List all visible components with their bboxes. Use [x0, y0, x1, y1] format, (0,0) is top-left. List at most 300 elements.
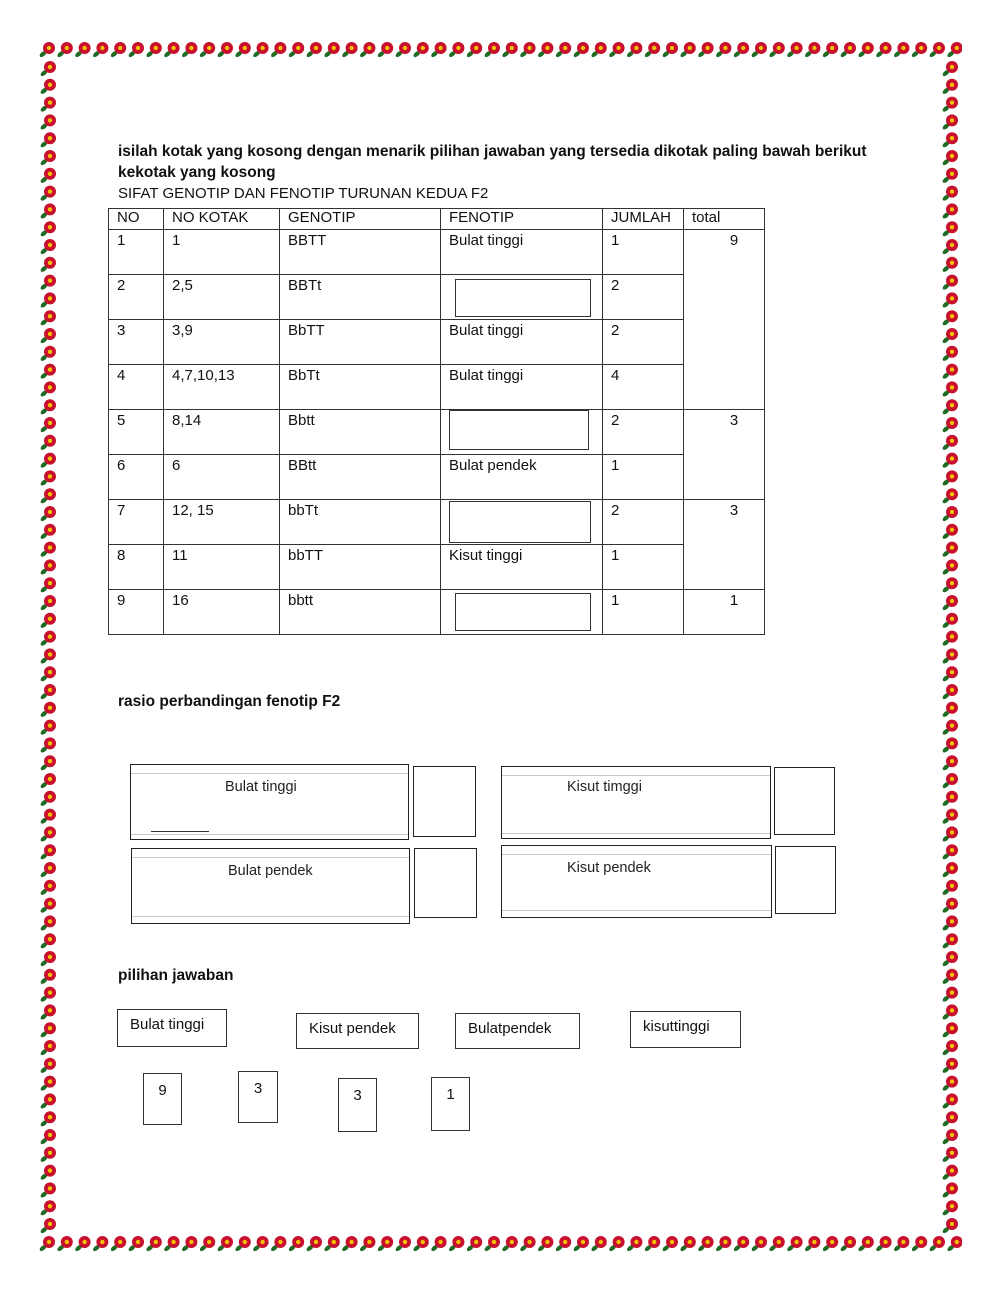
flower-icon [942, 97, 958, 113]
flower-icon [590, 1236, 606, 1252]
flower-icon [942, 203, 958, 219]
cell-no: 8 [109, 545, 164, 590]
flower-icon [341, 42, 357, 58]
cell-total: 1 [684, 590, 765, 635]
table-row [109, 365, 765, 410]
header-genotip: GENOTIP [280, 209, 441, 230]
flower-icon [40, 951, 56, 967]
drop-target-fenotip-row9[interactable] [455, 593, 591, 631]
flower-icon [942, 292, 958, 308]
cell-no: 5 [109, 410, 164, 455]
flower-icon [40, 1022, 56, 1038]
flower-icon [942, 239, 958, 255]
flower-icon [40, 791, 56, 807]
flower-icon [40, 79, 56, 95]
flower-icon [252, 1236, 268, 1252]
flower-icon [537, 1236, 553, 1252]
flower-icon [942, 773, 958, 789]
cell-jumlah: 2 [603, 410, 684, 455]
flower-icon [626, 42, 642, 58]
flower-icon [942, 542, 958, 558]
flower-icon [40, 364, 56, 380]
flower-icon [942, 186, 958, 202]
flower-icon [74, 42, 90, 58]
flower-icon [942, 987, 958, 1003]
table-row [109, 545, 765, 590]
flower-icon [840, 1236, 856, 1252]
flower-icon [40, 969, 56, 985]
flower-icon [786, 42, 802, 58]
flower-icon [40, 613, 56, 629]
ratio-label: Bulat tinggi [225, 779, 297, 795]
flower-icon [715, 42, 731, 58]
flower-icon [40, 1129, 56, 1145]
flower-icon [40, 203, 56, 219]
flower-icon [40, 559, 56, 575]
flower-icon [942, 1200, 958, 1216]
choice-kisuttinggi[interactable]: kisuttinggi [630, 1011, 741, 1048]
ratio-box-bulat-tinggi [130, 764, 409, 840]
ratio-answer-kisut-tinggi[interactable] [774, 767, 835, 835]
flower-icon [519, 42, 535, 58]
flower-icon [306, 1236, 322, 1252]
flower-icon [448, 42, 464, 58]
flower-icon [662, 42, 678, 58]
flower-icon [40, 328, 56, 344]
flower-icon [395, 42, 411, 58]
flower-icon [40, 1165, 56, 1181]
flower-icon [40, 542, 56, 558]
cell-jumlah: 2 [603, 275, 684, 320]
flower-icon [40, 915, 56, 931]
flower-icon [40, 346, 56, 362]
flower-icon [377, 42, 393, 58]
cell-no: 3 [109, 320, 164, 365]
choice-bulat-tinggi[interactable]: Bulat tinggi [117, 1009, 227, 1047]
flower-icon [644, 1236, 660, 1252]
choice-kisut-pendek[interactable]: Kisut pendek [296, 1013, 419, 1049]
flower-icon [804, 42, 820, 58]
flower-icon [942, 1093, 958, 1109]
cell-fenotip-blank [441, 410, 603, 455]
flower-icon [40, 488, 56, 504]
flower-icon [697, 42, 713, 58]
flower-icon [484, 42, 500, 58]
flower-icon [875, 42, 891, 58]
flower-icon [40, 417, 56, 433]
flower-icon [40, 826, 56, 842]
cell-fenotip: Bulat tinggi [441, 230, 603, 275]
cell-kotak: 11 [164, 545, 280, 590]
flower-icon [40, 702, 56, 718]
cell-fenotip: Bulat pendek [441, 455, 603, 500]
flower-icon [942, 862, 958, 878]
drop-target-fenotip-row5[interactable] [449, 410, 589, 450]
flower-icon [942, 969, 958, 985]
ratio-title: rasio perbandingan fenotip F2 [118, 693, 341, 710]
choice-bulatpendek[interactable]: Bulatpendek [455, 1013, 580, 1049]
cell-kotak: 8,14 [164, 410, 280, 455]
flower-icon [857, 42, 873, 58]
table-row [109, 230, 765, 275]
cell-genotip: BbTt [280, 365, 441, 410]
cell-jumlah: 1 [603, 230, 684, 275]
cell-kotak: 3,9 [164, 320, 280, 365]
flower-icon [199, 1236, 215, 1252]
flower-icon [537, 42, 553, 58]
flower-icon [217, 42, 233, 58]
genotype-table [108, 208, 765, 635]
flower-icon [715, 1236, 731, 1252]
flower-icon [942, 1182, 958, 1198]
flower-icon [40, 1200, 56, 1216]
flower-icon [942, 524, 958, 540]
flower-icon [40, 310, 56, 326]
flower-icon [942, 613, 958, 629]
ratio-box-kisut-pendek [501, 845, 772, 918]
header-no: NO [109, 209, 164, 230]
flower-icon [679, 1236, 695, 1252]
flower-icon [128, 42, 144, 58]
ratio-label: Kisut pendek [567, 860, 651, 876]
flower-icon [942, 310, 958, 326]
flower-icon [40, 524, 56, 540]
flower-icon [942, 150, 958, 166]
flower-icon [942, 257, 958, 273]
flower-icon [942, 559, 958, 575]
flower-icon [145, 1236, 161, 1252]
flower-icon [270, 42, 286, 58]
flower-icon [942, 346, 958, 362]
ratio-label: Kisut timggi [567, 779, 642, 795]
flower-icon [40, 470, 56, 486]
flower-icon [911, 1236, 927, 1252]
flower-icon [786, 1236, 802, 1252]
flower-icon [875, 1236, 891, 1252]
flower-icon [942, 1111, 958, 1127]
flower-icon [942, 755, 958, 771]
table-header-row [109, 209, 765, 230]
cell-fenotip-blank [441, 275, 603, 320]
divider [502, 833, 770, 834]
cell-no: 6 [109, 455, 164, 500]
flower-icon [74, 1236, 90, 1252]
flower-icon [942, 684, 958, 700]
flower-icon [92, 42, 108, 58]
flower-icon [942, 791, 958, 807]
table-row [109, 590, 765, 635]
flower-icon [145, 42, 161, 58]
table-row [109, 275, 765, 320]
flower-icon [323, 1236, 339, 1252]
flower-icon [733, 1236, 749, 1252]
flower-icon [942, 470, 958, 486]
flower-icon [942, 132, 958, 148]
flower-icon [857, 1236, 873, 1252]
flower-icon [412, 42, 428, 58]
cell-kotak: 1 [164, 230, 280, 275]
flower-icon [110, 42, 126, 58]
flower-icon [942, 1129, 958, 1145]
flower-icon [323, 42, 339, 58]
flower-icon [40, 435, 56, 451]
header-jumlah: JUMLAH [603, 209, 684, 230]
flower-icon [942, 1147, 958, 1163]
flower-icon [163, 1236, 179, 1252]
table-row [109, 320, 765, 365]
flower-icon [822, 1236, 838, 1252]
flower-icon [181, 42, 197, 58]
choices-title: pilihan jawaban [118, 967, 234, 984]
flower-icon [942, 720, 958, 736]
flower-icon [484, 1236, 500, 1252]
ratio-label: Bulat pendek [228, 863, 313, 879]
cell-jumlah: 4 [603, 365, 684, 410]
flower-icon [128, 1236, 144, 1252]
cell-jumlah: 1 [603, 455, 684, 500]
flower-icon [942, 381, 958, 397]
flower-icon [40, 720, 56, 736]
flower-icon [573, 1236, 589, 1252]
cell-jumlah: 2 [603, 320, 684, 365]
flower-icon [306, 42, 322, 58]
divider [502, 775, 770, 776]
flower-icon [234, 1236, 250, 1252]
flower-icon [942, 364, 958, 380]
flower-border-right [940, 38, 962, 1254]
flower-icon [942, 417, 958, 433]
table-row [109, 410, 765, 455]
flower-icon [40, 1040, 56, 1056]
flower-icon [942, 506, 958, 522]
flower-icon [942, 951, 958, 967]
cell-no: 7 [109, 500, 164, 545]
cell-genotip: BBtt [280, 455, 441, 500]
cell-genotip: BBTt [280, 275, 441, 320]
cell-fenotip: Bulat tinggi [441, 320, 603, 365]
flower-icon [942, 1004, 958, 1020]
flower-icon [573, 42, 589, 58]
flower-icon [412, 1236, 428, 1252]
flower-icon [501, 42, 517, 58]
flower-icon [822, 42, 838, 58]
flower-icon [40, 844, 56, 860]
flower-icon [40, 275, 56, 291]
flower-icon [40, 114, 56, 130]
choice-number-3-second[interactable]: 3 [338, 1078, 377, 1132]
flower-icon [217, 1236, 233, 1252]
flower-icon [40, 132, 56, 148]
flower-icon [697, 1236, 713, 1252]
flower-icon [608, 1236, 624, 1252]
divider [132, 857, 409, 858]
flower-icon [942, 577, 958, 593]
flower-icon [40, 506, 56, 522]
flower-icon [40, 1004, 56, 1020]
choice-number-3[interactable]: 3 [238, 1071, 278, 1123]
flower-border-top [38, 38, 962, 60]
cell-fenotip: Kisut tinggi [441, 545, 603, 590]
flower-icon [501, 1236, 517, 1252]
flower-icon [40, 399, 56, 415]
flower-icon [590, 42, 606, 58]
flower-icon [359, 42, 375, 58]
flower-icon [942, 648, 958, 664]
cell-kotak: 4,7,10,13 [164, 365, 280, 410]
flower-icon [942, 221, 958, 237]
flower-icon [942, 933, 958, 949]
flower-icon [395, 1236, 411, 1252]
flower-icon [942, 328, 958, 344]
cell-no: 4 [109, 365, 164, 410]
header-no-kotak: NO KOTAK [164, 209, 280, 230]
flower-icon [40, 97, 56, 113]
flower-icon [40, 880, 56, 896]
cell-genotip: BbTT [280, 320, 441, 365]
flower-icon [733, 42, 749, 58]
flower-icon [911, 42, 927, 58]
cell-fenotip: Bulat tinggi [441, 365, 603, 410]
flower-border-bottom [38, 1232, 962, 1254]
flower-icon [942, 1165, 958, 1181]
flower-icon [679, 42, 695, 58]
flower-icon [40, 666, 56, 682]
cell-total: 9 [684, 230, 765, 410]
table-title: SIFAT GENOTIP DAN FENOTIP TURUNAN KEDUA F2 [118, 185, 489, 202]
flower-icon [288, 1236, 304, 1252]
cell-kotak: 6 [164, 455, 280, 500]
cell-jumlah: 1 [603, 590, 684, 635]
flower-icon [942, 1218, 958, 1234]
flower-icon [942, 880, 958, 896]
divider [502, 910, 771, 911]
flower-icon [942, 666, 958, 682]
flower-icon [40, 1093, 56, 1109]
flower-icon [768, 1236, 784, 1252]
flower-icon [40, 239, 56, 255]
flower-icon [942, 631, 958, 647]
flower-icon [40, 186, 56, 202]
header-total: total [684, 209, 765, 230]
flower-icon [942, 275, 958, 291]
flower-icon [92, 1236, 108, 1252]
flower-icon [40, 257, 56, 273]
flower-icon [942, 809, 958, 825]
flower-icon [942, 399, 958, 415]
flower-icon [40, 773, 56, 789]
flower-icon [942, 168, 958, 184]
flower-icon [942, 702, 958, 718]
cell-kotak: 16 [164, 590, 280, 635]
flower-icon [234, 42, 250, 58]
flower-icon [40, 292, 56, 308]
flower-icon [40, 648, 56, 664]
drop-target-fenotip-row7[interactable] [449, 501, 591, 543]
flower-icon [942, 79, 958, 95]
cell-no: 9 [109, 590, 164, 635]
flower-icon [163, 42, 179, 58]
flower-icon [288, 42, 304, 58]
underline [151, 831, 209, 832]
divider [131, 773, 408, 774]
ratio-box-kisut-tinggi [501, 766, 771, 839]
cell-total: 3 [684, 500, 765, 590]
flower-icon [181, 1236, 197, 1252]
flower-icon [942, 1058, 958, 1074]
cell-jumlah: 2 [603, 500, 684, 545]
flower-icon [40, 168, 56, 184]
flower-icon [40, 61, 56, 77]
flower-icon [252, 42, 268, 58]
choice-number-1[interactable]: 1 [431, 1077, 470, 1131]
flower-icon [768, 42, 784, 58]
flower-icon [804, 1236, 820, 1252]
flower-icon [608, 42, 624, 58]
flower-icon [40, 381, 56, 397]
flower-icon [942, 898, 958, 914]
ratio-answer-bulat-tinggi[interactable] [413, 766, 476, 837]
flower-icon [893, 42, 909, 58]
flower-icon [942, 1040, 958, 1056]
flower-icon [942, 61, 958, 77]
flower-icon [555, 1236, 571, 1252]
cell-kotak: 2,5 [164, 275, 280, 320]
flower-icon [40, 1147, 56, 1163]
flower-border-left [38, 38, 60, 1254]
flower-icon [519, 1236, 535, 1252]
flower-icon [40, 453, 56, 469]
flower-icon [110, 1236, 126, 1252]
cell-genotip: Bbtt [280, 410, 441, 455]
flower-icon [40, 684, 56, 700]
flower-icon [40, 1182, 56, 1198]
flower-icon [942, 435, 958, 451]
flower-icon [40, 933, 56, 949]
ratio-box-bulat-pendek [131, 848, 410, 924]
flower-icon [40, 150, 56, 166]
cell-no: 2 [109, 275, 164, 320]
flower-icon [626, 1236, 642, 1252]
flower-icon [40, 1111, 56, 1127]
flower-icon [40, 755, 56, 771]
table-row [109, 500, 765, 545]
cell-kotak: 12, 15 [164, 500, 280, 545]
flower-icon [430, 1236, 446, 1252]
flower-icon [40, 987, 56, 1003]
flower-icon [40, 1076, 56, 1092]
choice-number-9[interactable]: 9 [143, 1073, 182, 1125]
cell-no: 1 [109, 230, 164, 275]
flower-icon [40, 862, 56, 878]
flower-icon [341, 1236, 357, 1252]
flower-icon [359, 1236, 375, 1252]
flower-icon [466, 1236, 482, 1252]
flower-icon [40, 898, 56, 914]
drop-target-fenotip-row2[interactable] [455, 279, 591, 317]
flower-icon [942, 453, 958, 469]
flower-icon [40, 595, 56, 611]
ratio-answer-kisut-pendek[interactable] [775, 846, 836, 914]
cell-genotip: bbTT [280, 545, 441, 590]
flower-icon [942, 826, 958, 842]
flower-icon [555, 42, 571, 58]
ratio-answer-bulat-pendek[interactable] [414, 848, 477, 918]
cell-jumlah: 1 [603, 545, 684, 590]
flower-icon [942, 595, 958, 611]
flower-icon [893, 1236, 909, 1252]
flower-icon [40, 631, 56, 647]
flower-icon [942, 1022, 958, 1038]
